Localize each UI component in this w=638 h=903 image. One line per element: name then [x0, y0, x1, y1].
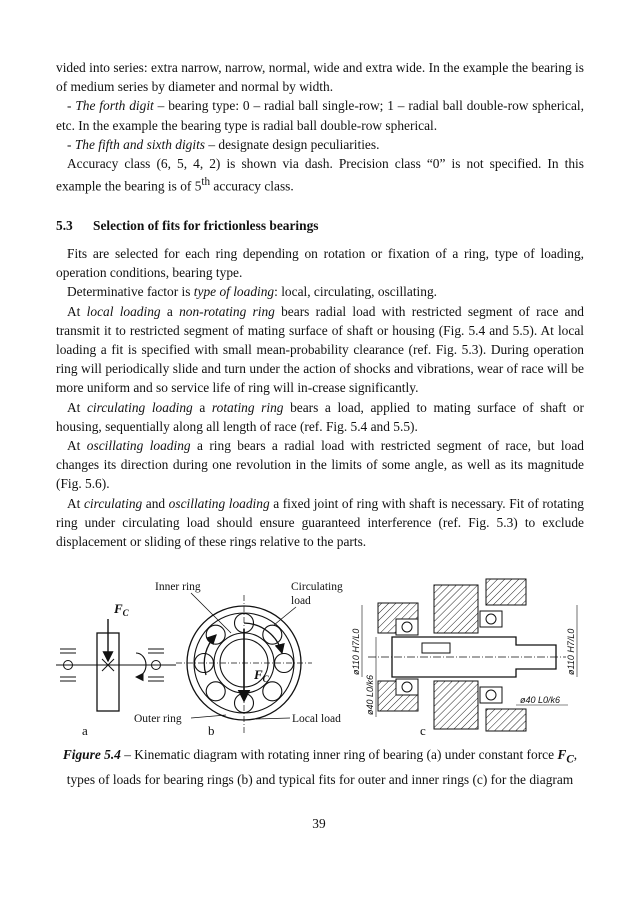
paragraph-p7 — [56, 302, 584, 398]
text-run: circulating loading — [86, 399, 193, 415]
fit-right-bottom: ø40 L0/k6 — [520, 695, 561, 705]
inner-ring-label: Inner ring — [155, 581, 201, 593]
text-run: At — [67, 495, 84, 511]
text-run: The forth digit — [75, 98, 154, 114]
local-load-leader — [256, 718, 290, 719]
label-c: c — [420, 723, 426, 735]
text-run: At — [67, 399, 87, 415]
text-run: – bearing type: 0 – radial ball single-row; 1 – radial ball double-row spherical, etc. In the example the bearing type is radial ball double-row spherical. — [56, 98, 584, 133]
paragraphs-top — [56, 58, 584, 196]
bearing-right-top — [480, 611, 502, 627]
paragraph-p10 — [56, 494, 584, 552]
paragraph-p9 — [56, 436, 584, 494]
text-run: circulating — [83, 495, 143, 511]
fit-left-top: ø110 H7/L0 — [351, 628, 361, 675]
label-b: b — [208, 723, 215, 735]
figure-caption — [56, 745, 584, 789]
diagram-c — [351, 579, 577, 735]
local-load-label: Local load — [292, 713, 341, 725]
text-run: vided into series: extra narrow, narrow, normal, wide and extra wide. In the example the bearing is of medium series by diameter and normal by width. — [56, 60, 584, 95]
caption-fc: $F_C$ — [557, 747, 574, 766]
bearing-left-top — [396, 619, 418, 635]
text-run: bears radial load with restricted segment of race and transmit it to restricted segment of mating surface of shaft or housing (Fig. 5.4 and 5.5). At local loading a fit is specified with small mean-probability clearance (ref. Fig. 5.3). During operation ring will periodically slide and turn under the action of shocks and vibrations, wear of race will be more uniform and so service life of ring will in-crease significantly. — [56, 303, 584, 396]
text-run: a — [160, 303, 180, 319]
circulating-load-label-1: Circulating — [291, 581, 343, 593]
page-number: 39 — [312, 816, 326, 831]
fit-right-top: ø110 H7/L0 — [566, 628, 576, 675]
bearing-right-bottom — [480, 687, 502, 703]
paragraphs-bottom — [56, 244, 584, 551]
section-title: Selection of fits for frictionless bearings — [93, 217, 319, 233]
caption-label: Figure 5.4 — [62, 747, 121, 762]
text-run: - — [67, 98, 76, 114]
section-number: 5.3 — [56, 217, 73, 233]
paragraph-p1 — [56, 58, 584, 96]
text-run: bears a load, applied to mating surface of shaft or housing, sequentially along all length of race (ref. Fig. 5.4 and 5.5). — [56, 399, 585, 434]
housing-right-top — [434, 585, 478, 633]
outer-ring-label: Outer ring — [134, 713, 182, 725]
text-run: oscillating loading — [168, 495, 270, 511]
paragraph-p3 — [56, 135, 584, 154]
figure-5-4 — [56, 575, 584, 735]
caption-text-2: , types of loads for bearing rings (b) and typical fits for outer and inner rings (c) for the diagram — [66, 747, 578, 787]
text-run: Determinative factor is — [67, 284, 194, 300]
text-run: – designate design peculiarities. — [205, 136, 380, 152]
text-run: and — [142, 495, 169, 511]
outer-ring-leader — [191, 715, 226, 718]
ball-3 — [206, 682, 225, 701]
housing-cap-bottom — [486, 709, 526, 731]
paragraph-p4 — [56, 154, 584, 196]
text-run: accuracy class. — [210, 178, 294, 194]
paragraph-p2 — [56, 96, 584, 134]
text-run: Accuracy class (6, 5, 4, 2) is shown via dash. Precision class “0” is not specified. In this example the bearing is of 5 — [56, 156, 584, 194]
paragraph-p6 — [56, 282, 584, 301]
paragraph-p8 — [56, 398, 584, 436]
text-run: non-rotating ring — [179, 303, 275, 319]
text-run: oscillating loading — [86, 437, 191, 453]
text-run: type of loading — [193, 284, 275, 300]
fc-label-a: $F_C$ — [114, 601, 129, 618]
figure-drawing — [56, 575, 584, 735]
caption-text-1: – Kinematic diagram with rotating inner ring of bearing (a) under constant force — [120, 747, 558, 762]
housing-right-bottom — [434, 681, 478, 729]
label-a: a — [82, 723, 88, 735]
ball-1 — [263, 682, 282, 701]
page-body — [56, 58, 584, 551]
text-run: th — [201, 176, 211, 189]
circulating-load-label-2: load — [291, 595, 311, 607]
text-run: - — [67, 136, 75, 152]
text-run: : local, circulating, oscillating. — [274, 284, 438, 300]
text-run: rotating ring — [211, 399, 284, 415]
text-run: At — [67, 437, 87, 453]
section-heading — [56, 218, 584, 234]
text-run: a — [192, 399, 212, 415]
fit-left-bottom: ø40 L0/k6 — [365, 674, 375, 715]
diagram-b — [134, 581, 343, 735]
text-run: At — [67, 303, 87, 319]
fc-label-b: $F_C$ — [254, 667, 269, 684]
text-run: The fifth and sixth digits — [74, 136, 206, 152]
housing-cap-top — [486, 579, 526, 605]
bearing-left-bottom — [396, 679, 418, 695]
text-run: local loading — [86, 303, 161, 319]
text-run: a fixed joint of ring with shaft is necessary. Fit of rotating ring under circulating load should ensure guaranteed interference (ref. Fig. 5.3) to exclude displacement or sliding of these rings relative to the parts. — [56, 495, 584, 549]
text-run: a ring bears a radial load with restricted segment of race, but load changes its direction during one revolution in the limits of some angle, as well as its magnitude (Fig. 5.6). — [56, 437, 584, 492]
paragraph-p5 — [56, 244, 584, 282]
text-run: Fits are selected for each ring depending on rotation or fixation of a ring, type of loading, operation conditions, bearing type. — [56, 245, 584, 281]
